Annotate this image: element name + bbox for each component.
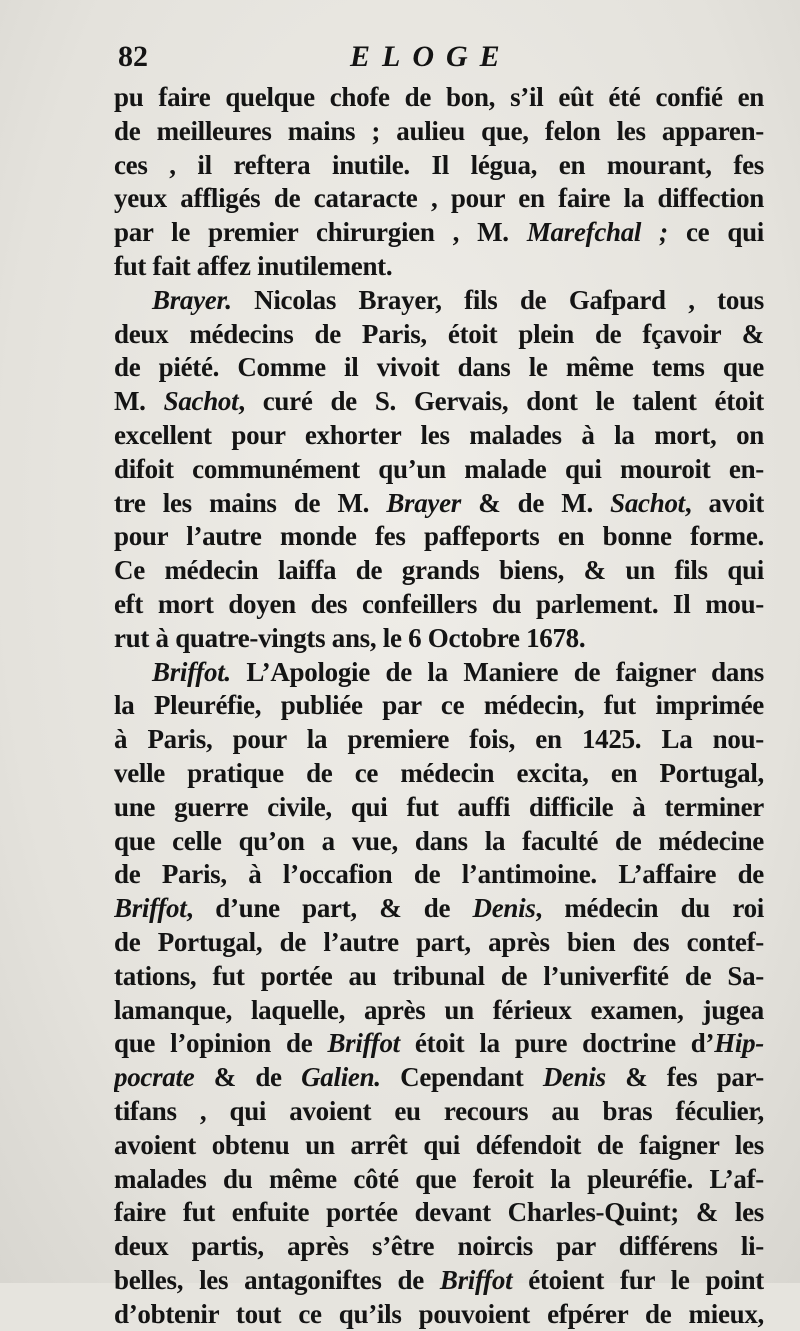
text-line — [114, 892, 764, 926]
text-line — [114, 622, 764, 656]
text-segment: de meilleures mains ; aulieu que, felon les apparen- — [114, 115, 764, 146]
text-line — [114, 1129, 764, 1163]
text-segment: M. — [114, 386, 164, 417]
page-number: 82 — [118, 40, 148, 73]
text-segment: à Paris, pour la premiere fois, en 1425. La nou- — [114, 724, 764, 755]
text-line — [114, 994, 764, 1028]
text-line — [114, 757, 764, 791]
text-segment: , médecin du roi — [535, 893, 764, 924]
text-line — [114, 656, 764, 690]
text-line — [114, 351, 764, 385]
text-line — [114, 284, 764, 318]
text-segment: deux médecins de Paris, étoit plein de fçavoir & — [114, 318, 764, 349]
running-title: ELOGE — [350, 40, 512, 73]
text-segment: difoit communément qu’un malade qui mouroit en- — [114, 453, 764, 484]
text-segment: , curé de S. Gervais, dont le talent étoit — [238, 386, 764, 417]
italic-text: Denis — [542, 1062, 606, 1093]
text-line — [114, 419, 764, 453]
text-line — [114, 1196, 764, 1230]
page-header — [112, 38, 762, 82]
text-line — [114, 250, 764, 284]
text-line — [114, 689, 764, 723]
text-line — [114, 81, 764, 115]
text-segment: pu faire quelque chofe de bon, s’il eût été confié en — [114, 82, 764, 112]
text-segment: la Pleuréfie, publiée par ce médecin, fut imprimée — [114, 690, 764, 721]
text-line — [114, 385, 764, 419]
text-segment: lamanque, laquelle, après un férieux examen, jugea — [114, 994, 764, 1025]
text-segment: étoient fur le point — [512, 1264, 764, 1295]
body-text — [114, 81, 764, 1331]
text-segment: de Paris, à l’occafion de l’antimoine. L’affaire de — [114, 859, 764, 890]
text-segment: de piété. Comme il vivoit dans le même tems que — [114, 352, 764, 383]
text-segment: que l’opinion de — [114, 1028, 328, 1059]
text-segment: ce qui — [667, 217, 764, 248]
text-line — [114, 1061, 764, 1095]
text-line — [114, 1163, 764, 1197]
text-segment: & de M. — [461, 487, 611, 518]
text-line — [114, 960, 764, 994]
text-segment: , avoit — [684, 487, 764, 518]
text-segment: tations, fut portée au tribunal de l’univerfité de Sa- — [114, 960, 764, 991]
text-segment: une guerre civile, qui fut auffi difficile à terminer — [114, 791, 764, 822]
text-segment: tre les mains de M. — [114, 487, 387, 518]
text-line — [114, 149, 764, 183]
italic-text: Sachot — [163, 386, 239, 417]
text-segment: eft mort doyen des confeillers du parlement. Il mou- — [114, 588, 764, 619]
text-line — [114, 1095, 764, 1129]
text-segment: faire fut enfuite portée devant Charles-Quint; & les — [114, 1197, 764, 1228]
text-segment: ces , il reftera inutile. Il légua, en mourant, fes — [114, 149, 764, 180]
text-line — [114, 487, 764, 521]
text-line — [114, 115, 764, 149]
text-line — [114, 182, 764, 216]
italic-text: Briffot — [439, 1264, 513, 1295]
text-segment: pour l’autre monde fes paffeports en bonne forme. — [114, 521, 764, 552]
italic-text: Denis — [472, 893, 536, 924]
italic-text: Briffot — [327, 1028, 400, 1059]
italic-text: Brayer. — [152, 284, 232, 315]
text-segment: rut à quatre-vingts ans, le 6 Octobre 1678. — [114, 622, 586, 653]
text-segment: par le premier chirurgien , M. — [114, 217, 527, 248]
text-segment: & fes par- — [605, 1062, 764, 1093]
text-line — [114, 791, 764, 825]
text-segment: que celle qu’on a vue, dans la faculté de médecine — [114, 825, 764, 856]
text-segment: & de — [194, 1062, 302, 1093]
text-segment: Cependant — [380, 1062, 543, 1093]
italic-text: Marefchal ; — [526, 217, 668, 248]
text-segment: étoit la pure doctrine d’ — [399, 1028, 715, 1059]
italic-text: Briffot — [114, 893, 187, 924]
italic-text: Hip- — [714, 1028, 764, 1059]
text-segment: yeux affligés de cataracte , pour en faire la diffection — [114, 183, 764, 214]
text-segment: fut fait affez inutilement. — [114, 250, 393, 281]
text-line — [114, 825, 764, 859]
text-line — [114, 318, 764, 352]
text-segment: d’obtenir tout ce qu’ils pouvoient efpérer de mieux, — [114, 1298, 764, 1329]
text-line — [114, 1027, 764, 1061]
text-line — [114, 723, 764, 757]
text-segment: deux partis, après s’être noircis par différens li- — [114, 1231, 764, 1262]
text-segment: excellent pour exhorter les malades à la mort, on — [114, 419, 764, 450]
text-segment: malades du même côté que feroit la pleuréfie. L’af- — [114, 1163, 764, 1194]
text-line — [114, 588, 764, 622]
text-line — [114, 1230, 764, 1264]
text-segment: belles, les antagoniftes de — [114, 1264, 440, 1295]
italic-text: pocrate — [114, 1062, 195, 1093]
text-line — [114, 1264, 764, 1298]
text-line — [114, 520, 764, 554]
italic-text: Briffot. — [152, 656, 231, 687]
text-segment: tifans , qui avoient eu recours au bras féculier, — [114, 1095, 764, 1126]
text-line — [114, 926, 764, 960]
italic-text: Brayer — [386, 487, 462, 518]
text-segment: de Portugal, de l’autre part, après bien des contef- — [114, 926, 764, 957]
text-segment: L’Apologie de la Maniere de faigner dans — [230, 656, 764, 687]
text-line — [114, 453, 764, 487]
text-segment: Nicolas Brayer, fils de Gafpard , tous — [231, 284, 764, 315]
text-segment: , d’une part, & de — [186, 893, 473, 924]
text-segment: Ce médecin laiffa de grands biens, & un fils qui — [114, 555, 764, 586]
text-line — [114, 216, 764, 250]
italic-text: Sachot — [610, 487, 685, 518]
text-line — [114, 554, 764, 588]
text-line — [114, 1298, 764, 1331]
text-line — [114, 858, 764, 892]
text-segment: avoient obtenu un arrêt qui défendoit de faigner les — [114, 1129, 764, 1160]
italic-text: Galien. — [301, 1062, 381, 1093]
text-segment: velle pratique de ce médecin excita, en Portugal, — [114, 757, 764, 788]
